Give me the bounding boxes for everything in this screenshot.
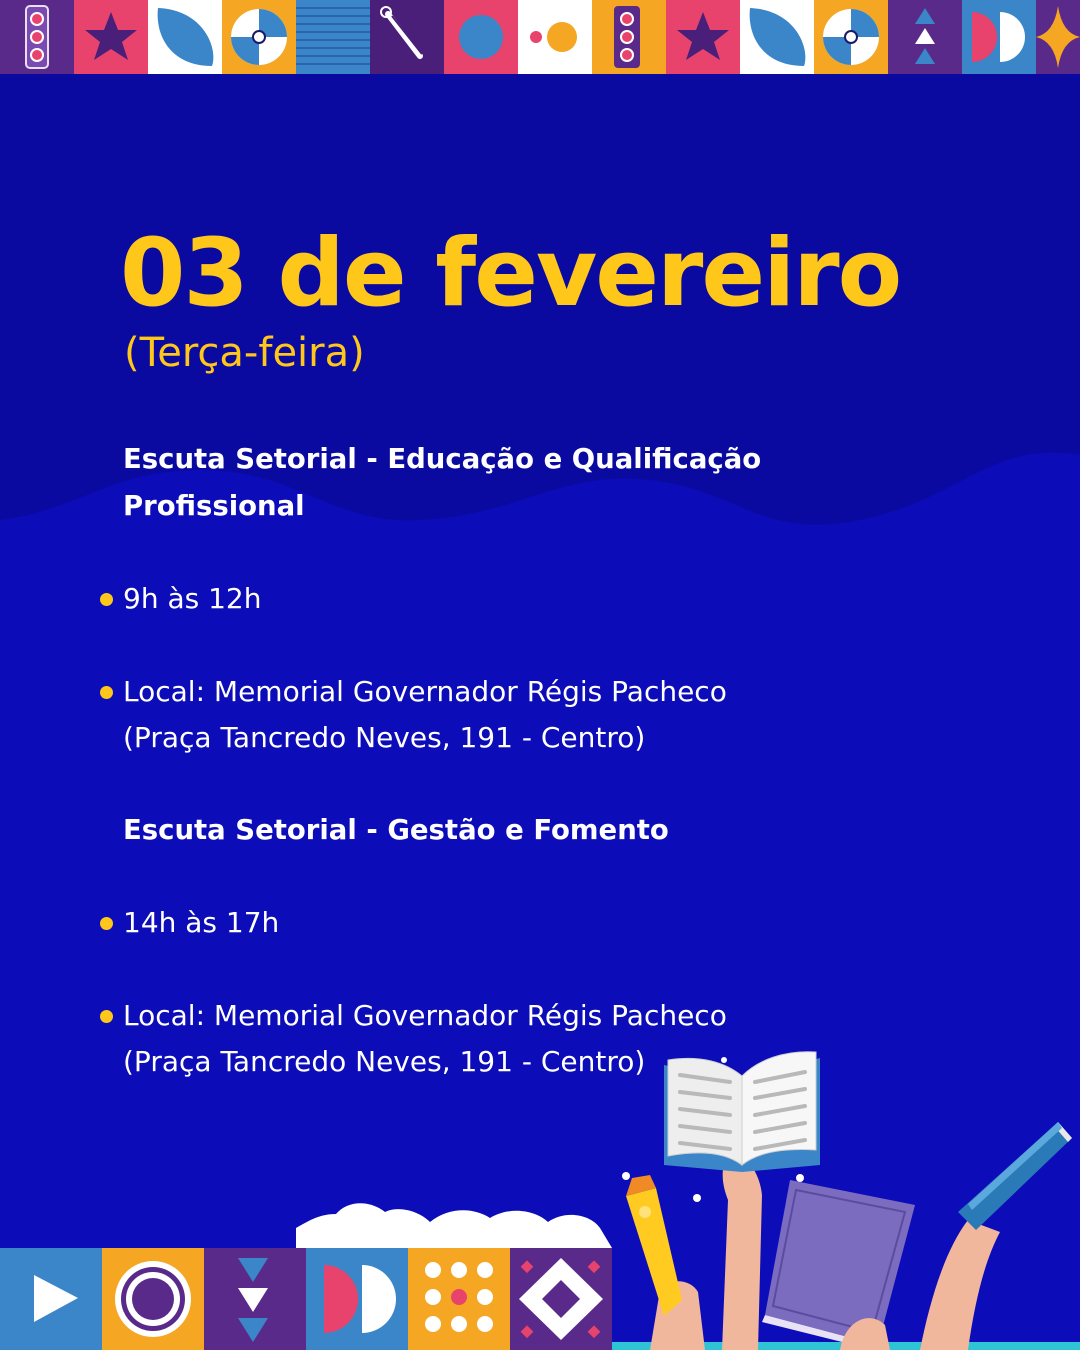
location-line: Local: Memorial Governador Régis Pacheco [123,675,727,708]
star-icon [74,0,148,74]
traffic-light-icon [0,0,74,74]
event-title-line: Escuta Setorial - Gestão e Fomento [123,814,669,846]
event-date-title: 03 de fevereiro [120,219,901,328]
event-time [123,576,843,622]
weekday-label: (Terça-feira) [124,330,365,376]
bullet-icon [100,1010,113,1023]
location-line: (Praça Tancredo Neves, 191 - Centro) [123,1045,646,1078]
event-time-text: 14h às 17h [123,906,280,939]
event-title-line: Profissional [123,490,305,522]
bullet-icon [100,593,113,606]
location-line: (Praça Tancredo Neves, 191 - Centro) [123,721,646,754]
bullet-icon [100,917,113,930]
triangle-arrow-icon [888,0,962,74]
traffic-light-icon [592,0,666,74]
event-title [123,436,823,530]
half-circles-icon [306,1248,408,1350]
raised-hand [722,1150,762,1350]
leaf-icon [740,0,814,74]
disc-icon [222,0,296,74]
top-pattern-strip [0,0,1080,74]
disc-icon [814,0,888,74]
half-circles-icon [962,0,1036,74]
event-time-text: 9h às 12h [123,582,262,615]
eye-dots-icon [518,0,592,74]
location-line: Local: Memorial Governador Régis Pacheco [123,999,727,1032]
event-location [123,669,843,761]
leaf-icon [148,0,222,74]
event-time [123,900,843,946]
audio-cable-icon [370,0,444,74]
dots-grid-icon [408,1248,510,1350]
diamond-icon [510,1248,612,1350]
event-location [123,993,843,1085]
play-icon [0,1248,102,1350]
bullet-icon [100,686,113,699]
stripes-icon [296,0,370,74]
speaker-icon [102,1248,204,1350]
triangle-arrow-icon [204,1248,306,1350]
event-title-line: Escuta Setorial - Educação e Qualificação [123,443,762,475]
event-title [123,807,823,854]
circle-icon [444,0,518,74]
star-icon [666,0,740,74]
diamond-icon [1036,0,1080,74]
